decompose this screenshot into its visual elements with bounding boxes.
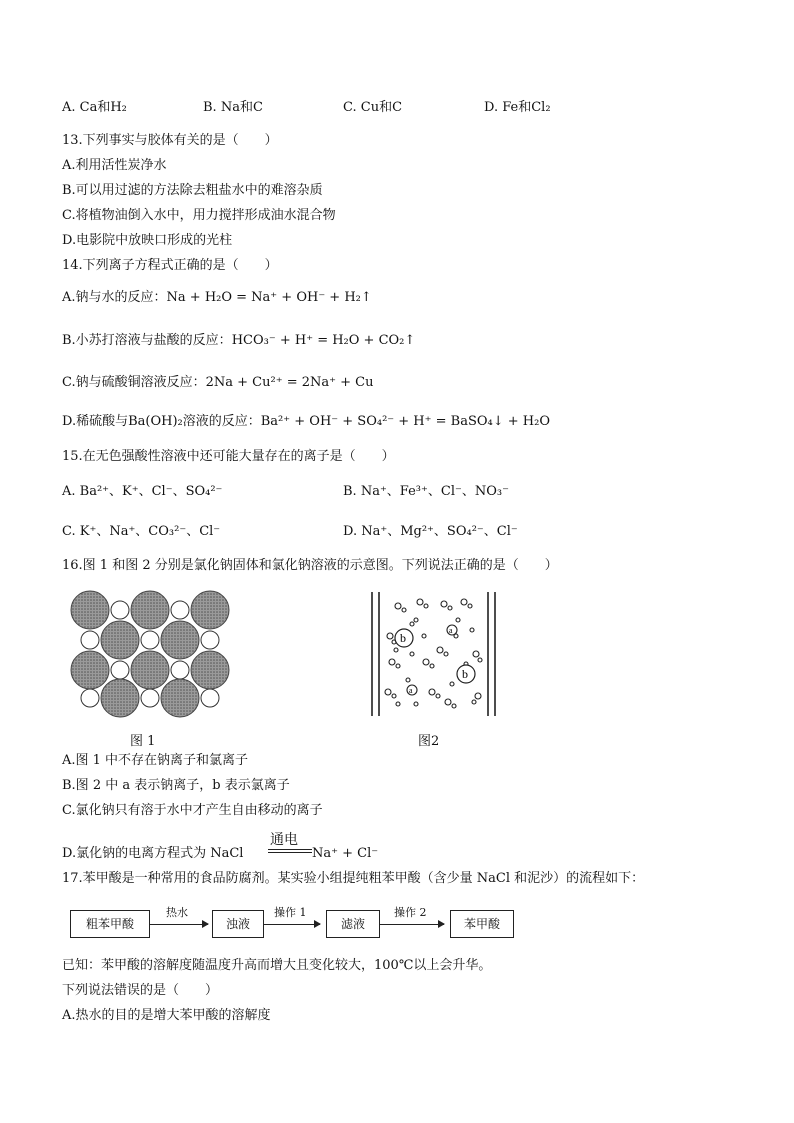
q14-option-a [62, 289, 372, 307]
ion-b-right [457, 665, 475, 683]
flow-box-benzoic-acid: 苯甲酸 [450, 910, 514, 938]
q14-b-label: B.小苏打溶液与盐酸的反应： [62, 333, 232, 348]
q15-option-a: A. Ba²⁺、K⁺、Cl⁻、SO₄²⁻ [62, 484, 223, 499]
q15-stem: 15.在无色强酸性溶液中还可能大量存在的离子是（ ） [62, 449, 395, 464]
q15-option-d: D. Na⁺、Mg²⁺、SO₄²⁻、Cl⁻ [343, 524, 518, 539]
q14-d-label: D.稀硫酸与Ba(OH)₂溶液的反应： [62, 414, 261, 429]
flow-box-crude: 粗苯甲酸 [70, 910, 150, 938]
q17-stem: 17.苯甲酸是一种常用的食品防腐剂。某实验小组提纯粗苯甲酸（含少量 NaCl 和泥沙）的流程如下： [62, 871, 645, 886]
q14-d-equation: Ba²⁺ + OH⁻ + SO₄²⁻ + H⁺ = BaSO₄↓ + H₂O [260, 414, 550, 429]
q17-option-a: A.热水的目的是增大苯甲酸的溶解度 [62, 1008, 271, 1023]
flow-label-hot-water: 热水 [166, 906, 188, 919]
ion-a-label: a [449, 626, 453, 635]
q12-option-a: A. Ca和H₂ [62, 100, 127, 115]
water-molecules [385, 599, 482, 708]
ion-b-label-2: b [462, 667, 468, 681]
flow-arrow-1 [150, 924, 208, 925]
q16-d-right: Na⁺ + Cl⁻ [312, 846, 379, 861]
flow-label-operation-1: 操作 1 [274, 906, 307, 919]
q15-option-b: B. Na⁺、Fe³⁺、Cl⁻、NO₃⁻ [343, 484, 509, 499]
q13-option-c: C.将植物油倒入水中，用力搅拌形成油水混合物 [62, 208, 336, 223]
ion-a-label-2: a [409, 686, 413, 695]
q17-question: 下列说法错误的是（ ） [62, 983, 219, 998]
q14-stem: 14.下列离子方程式正确的是（ ） [62, 258, 278, 273]
q14-b-equation: HCO₃⁻ + H⁺ = H₂O + CO₂↑ [231, 333, 416, 348]
q15-option-c: C. K⁺、Na⁺、CO₃²⁻、Cl⁻ [62, 524, 221, 539]
q13-stem: 13.下列事实与胶体有关的是（ ） [62, 133, 278, 148]
equation-bar-top [268, 849, 312, 850]
flow-arrow-3 [380, 924, 444, 925]
q16-option-a: A.图 1 中不存在钠离子和氯离子 [62, 753, 249, 768]
q14-option-b [62, 332, 415, 350]
ion-a-top [447, 625, 457, 635]
equation-bar-bottom [268, 852, 312, 853]
q14-a-label: A.钠与水的反应： [62, 290, 167, 305]
nacl-solution-figure [368, 592, 500, 716]
q16-stem: 16.图 1 和图 2 分别是氯化钠固体和氯化钠溶液的示意图。下列说法正确的是（ ） [62, 558, 558, 573]
q14-c-label: C.钠与硫酸铜溶液反应： [62, 375, 206, 390]
q13-option-d: D.电影院中放映口形成的光柱 [62, 233, 233, 248]
q14-option-d [62, 413, 550, 431]
electrolysis-condition: 通电 [270, 832, 298, 848]
figure-2-caption: 图2 [418, 734, 440, 749]
ion-b-left [395, 629, 413, 647]
q16-d-left: NaCl [210, 846, 244, 861]
flow-label-operation-2: 操作 2 [394, 906, 427, 919]
q12-option-c: C. Cu和C [343, 100, 403, 115]
q13-option-b: B.可以用过滤的方法除去粗盐水中的难溶杂质 [62, 183, 323, 198]
nacl-solid-figure [66, 590, 232, 720]
q17-known: 已知：苯甲酸的溶解度随温度升高而增大且变化较大，100℃以上会升华。 [62, 958, 492, 973]
q16-d-label: D.氯化钠的电离方程式为 [62, 846, 207, 861]
q13-option-a: A.利用活性炭净水 [62, 158, 167, 173]
q14-option-c [62, 374, 373, 392]
q16-option-c: C.氯化钠只有溶于水中才产生自由移动的离子 [62, 803, 323, 818]
flow-box-turbid: 浊液 [212, 910, 264, 938]
q14-a-equation: Na + H₂O = Na⁺ + OH⁻ + H₂↑ [166, 290, 372, 305]
flow-arrow-2 [264, 924, 320, 925]
figure-1-caption: 图 1 [130, 734, 156, 749]
flow-box-filtrate: 滤液 [326, 910, 380, 938]
q16-option-b: B.图 2 中 a 表示钠离子，b 表示氯离子 [62, 778, 290, 793]
q14-c-equation: 2Na + Cu²⁺ = 2Na⁺ + Cu [205, 375, 374, 390]
q16-option-d [62, 845, 243, 863]
ion-a-bottom [407, 685, 417, 695]
q12-option-b: B. Na和C [203, 100, 263, 115]
ion-b-label: b [400, 631, 406, 645]
q12-option-d: D. Fe和Cl₂ [484, 100, 551, 115]
